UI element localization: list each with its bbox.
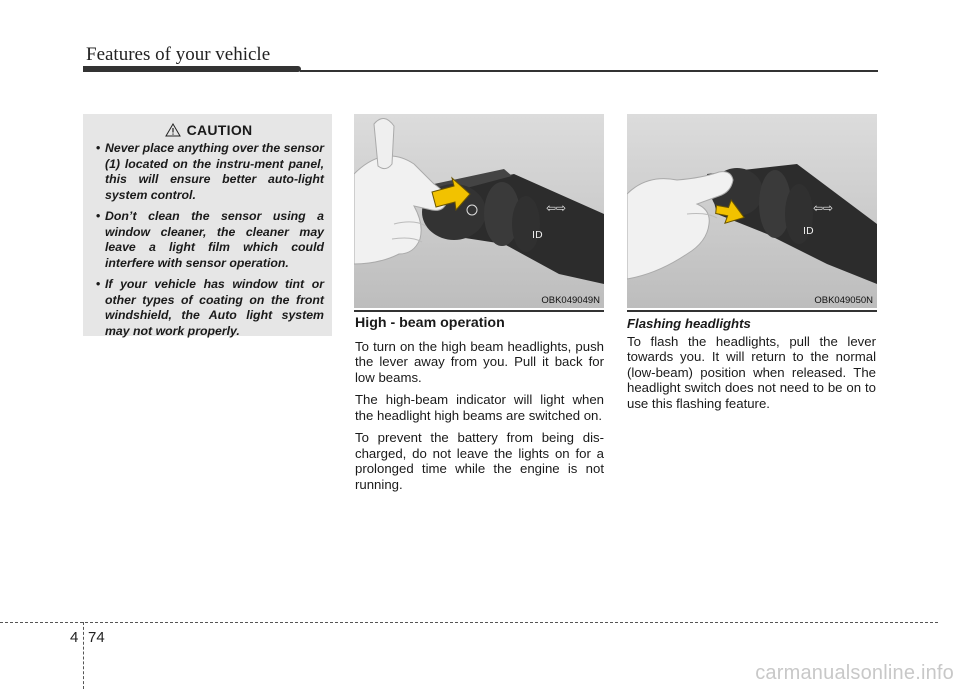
body-paragraph: The high-beam indicator will light when the headlight high beams are switched on. (355, 392, 604, 423)
section-number: 4 (70, 629, 79, 646)
flashing-section (627, 316, 876, 418)
caution-box (83, 114, 332, 336)
caution-header (93, 122, 324, 138)
body-paragraph: To turn on the high beam headlights, push the lever away from you. Pull it back for low beams. (355, 338, 604, 385)
caution-item: • Never place anything over the sensor (1) located on the instru-ment panel, this will ensure better auto-light system control. (93, 141, 324, 203)
body-paragraph: To prevent the battery from being dis-charged, do not leave the lights on for a prolonged time while the engine is not running. (355, 430, 604, 492)
figure-code: OBK049049N (541, 295, 600, 306)
header-rule (300, 70, 878, 72)
svg-text:ID: ID (532, 230, 543, 241)
caution-title: CAUTION (186, 122, 253, 138)
figure-rule (627, 310, 877, 312)
figure-flashing (627, 114, 877, 308)
hand-pulling-headlight-lever-icon (627, 114, 877, 308)
watermark: carmanualsonline.info (755, 662, 954, 684)
header-bar (83, 66, 301, 72)
svg-text:⇦⇨: ⇦⇨ (813, 201, 834, 215)
footer-divider (83, 622, 84, 689)
page-number: 74 (88, 629, 105, 646)
warning-triangle-icon (165, 123, 181, 137)
svg-text:ID: ID (803, 226, 814, 237)
caution-item: • Don’t clean the sensor using a window cleaner, the cleaner may leave a light film which could interfere with sensor operation. (93, 209, 324, 271)
figure-rule (354, 310, 604, 312)
body-paragraph: To flash the headlights, pull the lever towards you. It will return to the normal (low-beam) position when released. The headlight switch does not need to be on to use this flashing feature. (627, 333, 876, 411)
footer-rule (0, 622, 938, 623)
figure-code: OBK049050N (814, 295, 873, 306)
section-heading: High - beam operation (355, 315, 505, 331)
section-heading: Flashing headlights (627, 316, 751, 331)
svg-text:⇦⇨: ⇦⇨ (546, 201, 567, 215)
figure-high-beam (354, 114, 604, 308)
header-title: Features of your vehicle (86, 44, 271, 65)
caution-item: • If your vehicle has window tint or other types of coating on the front windshield, the Auto light system may not work properly. (93, 277, 324, 339)
high-beam-section (355, 316, 604, 499)
hand-pushing-headlight-lever-icon (354, 114, 604, 308)
caution-list (93, 141, 324, 339)
